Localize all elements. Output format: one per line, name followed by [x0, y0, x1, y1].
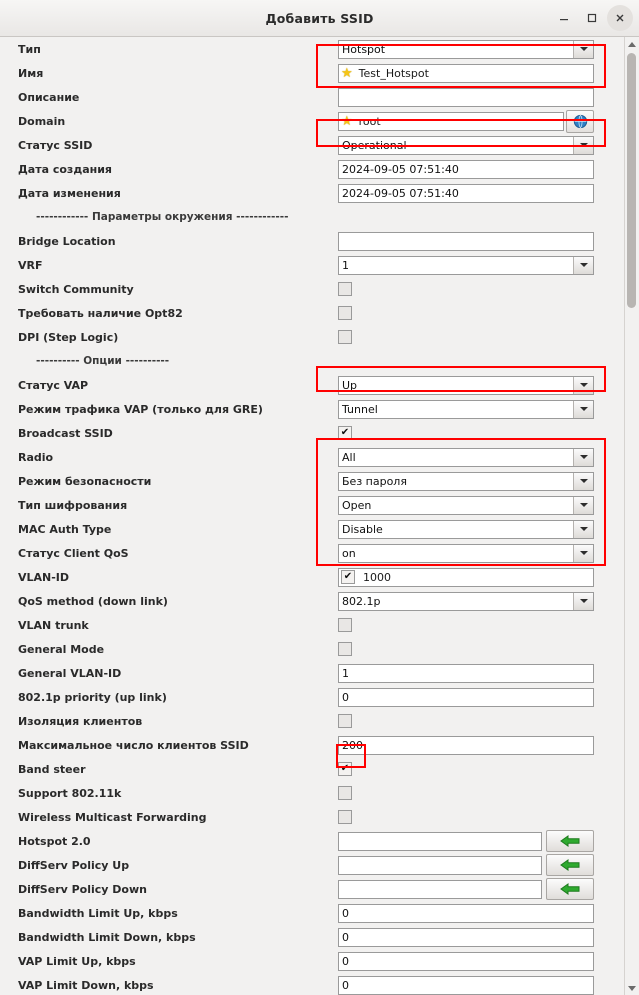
- window-controls: [551, 0, 633, 36]
- статус-ssid-control: [338, 136, 624, 155]
- максимальное-число-клиентов-ssid-label: Максимальное число клиентов SSID: [18, 738, 249, 752]
- broadcast-ssid-control: [338, 426, 624, 440]
- тип-label: Тип: [18, 42, 41, 56]
- статус-vap-label: Статус VAP: [18, 378, 89, 392]
- chevron-down-icon[interactable]: [573, 449, 593, 466]
- chevron-down-icon[interactable]: [573, 257, 593, 274]
- тип-combo[interactable]: [338, 40, 594, 59]
- описание-label: Описание: [18, 90, 80, 104]
- vlan-id-label: VLAN-ID: [18, 570, 70, 584]
- diffserv-policy-down-group: [338, 878, 594, 900]
- изоляция-клиентов-label: Изоляция клиентов: [18, 714, 143, 728]
- broadcast-ssid-label: Broadcast SSID: [18, 426, 113, 440]
- window-title: Добавить SSID: [265, 10, 374, 26]
- dialog-content: [0, 37, 639, 995]
- bridge-location-input[interactable]: [338, 232, 594, 251]
- general-mode-control: [338, 642, 624, 656]
- support-802-11k-control: [338, 786, 624, 800]
- режим-безопасности-combo[interactable]: [338, 472, 594, 491]
- vlan-id-control: [338, 568, 624, 587]
- general-mode-checkbox[interactable]: [338, 642, 352, 656]
- дата-изменения-control: [338, 184, 624, 203]
- тип-value: Hotspot: [342, 42, 386, 56]
- режим-безопасности-control: [338, 472, 624, 491]
- form-row: [0, 757, 624, 781]
- form-row: [0, 397, 624, 421]
- form-row: [0, 781, 624, 805]
- diffserv-policy-up-control: [338, 854, 624, 876]
- general-vlan-id-input[interactable]: 1: [338, 664, 594, 683]
- form-row: [0, 109, 624, 133]
- broadcast-ssid-checkbox[interactable]: ✔: [338, 426, 352, 440]
- qos-method-down-link-control: [338, 592, 624, 611]
- bridge-location-control: [338, 232, 624, 251]
- form-row: [0, 589, 624, 613]
- bandwidth-limit-up-kbps-label: Bandwidth Limit Up, kbps: [18, 906, 178, 920]
- form-row: [0, 445, 624, 469]
- требовать-наличие-opt82-control: [338, 306, 624, 320]
- тип-control: [338, 40, 624, 59]
- hotspot-2-0-group: [338, 830, 594, 852]
- режим-трафика-vap-только-для-gre-value: Tunnel: [342, 402, 378, 416]
- star-icon: ★: [341, 65, 353, 81]
- domain-group: [338, 110, 594, 133]
- требовать-наличие-opt82-label: Требовать наличие Opt82: [18, 306, 183, 320]
- статус-ssid-label: Статус SSID: [18, 138, 93, 152]
- статус-ssid-value: Operational: [342, 138, 407, 152]
- form-row: [0, 877, 624, 901]
- vap-limit-down-kbps-input[interactable]: 0: [338, 976, 594, 995]
- режим-безопасности-label: Режим безопасности: [18, 474, 152, 488]
- dpi-step-logic-label: DPI (Step Logic): [18, 330, 119, 344]
- title-bar: [0, 0, 639, 37]
- имя-input[interactable]: [338, 64, 594, 83]
- radio-control: [338, 448, 624, 467]
- star-icon: ★: [341, 113, 353, 129]
- mac-auth-type-control: [338, 520, 624, 539]
- vlan-id-value[interactable]: 1000: [363, 570, 391, 584]
- radio-combo[interactable]: [338, 448, 594, 467]
- form-row: [0, 661, 624, 685]
- тип-шифрования-control: [338, 496, 624, 515]
- diffserv-policy-down-control: [338, 878, 624, 900]
- 802-1p-priority-up-link-control: [338, 688, 624, 707]
- form-row: [0, 301, 624, 325]
- form-row: [0, 421, 624, 445]
- описание-control: [338, 88, 624, 107]
- vlan-trunk-control: [338, 618, 624, 632]
- form-row: [0, 133, 624, 157]
- radio-value: All: [342, 450, 356, 464]
- form-row: [0, 541, 624, 565]
- максимальное-число-клиентов-ssid-control: [338, 736, 624, 755]
- дата-создания-label: Дата создания: [18, 162, 112, 176]
- режим-трафика-vap-только-для-gre-label: Режим трафика VAP (только для GRE): [18, 402, 263, 416]
- vlan-trunk-label: VLAN trunk: [18, 618, 89, 632]
- form-row: [0, 61, 624, 85]
- изоляция-клиентов-control: [338, 714, 624, 728]
- статус-ssid-combo[interactable]: [338, 136, 594, 155]
- chevron-down-icon[interactable]: [573, 401, 593, 418]
- vlan-id-checkbox[interactable]: ✔: [341, 570, 355, 584]
- ssid-form: [0, 37, 624, 995]
- close-button[interactable]: [607, 5, 633, 31]
- scroll-down-arrow-icon[interactable]: [625, 981, 639, 995]
- тип-шифрования-label: Тип шифрования: [18, 498, 128, 512]
- general-vlan-id-control: [338, 664, 624, 683]
- дата-изменения-input[interactable]: 2024-09-05 07:51:40: [338, 184, 594, 203]
- wireless-multicast-forwarding-control: [338, 810, 624, 824]
- form-row: [0, 901, 624, 925]
- chevron-down-icon[interactable]: [573, 137, 593, 154]
- form-row: [0, 157, 624, 181]
- domain-label: Domain: [18, 114, 66, 128]
- band-steer-checkbox[interactable]: ✔: [338, 762, 352, 776]
- статус-vap-control: [338, 376, 624, 395]
- form-row: [0, 949, 624, 973]
- mac-auth-type-label: MAC Auth Type: [18, 522, 112, 536]
- form-row: [0, 637, 624, 661]
- scroll-up-arrow-icon[interactable]: [625, 37, 639, 51]
- описание-input[interactable]: [338, 88, 594, 107]
- switch-community-checkbox[interactable]: [338, 282, 352, 296]
- vertical-scrollbar[interactable]: [624, 37, 639, 995]
- требовать-наличие-opt82-checkbox[interactable]: [338, 306, 352, 320]
- general-mode-label: General Mode: [18, 642, 105, 656]
- максимальное-число-клиентов-ssid-input[interactable]: 200: [338, 736, 594, 755]
- режим-трафика-vap-только-для-gre-combo[interactable]: [338, 400, 594, 419]
- hotspot-2-0-label: Hotspot 2.0: [18, 834, 91, 848]
- 802-1p-priority-up-link-input[interactable]: 0: [338, 688, 594, 707]
- имя-label: Имя: [18, 66, 44, 80]
- bandwidth-limit-down-kbps-label: Bandwidth Limit Down, kbps: [18, 930, 196, 944]
- form-row: [0, 85, 624, 109]
- radio-label: Radio: [18, 450, 54, 464]
- dpi-step-logic-control: [338, 330, 624, 344]
- wireless-multicast-forwarding-checkbox[interactable]: [338, 810, 352, 824]
- band-steer-label: Band steer: [18, 762, 86, 776]
- form-row: [0, 325, 624, 349]
- тип-шифрования-combo[interactable]: [338, 496, 594, 515]
- режим-безопасности-value: Без пароля: [342, 474, 407, 488]
- vlan-trunk-checkbox[interactable]: [338, 618, 352, 632]
- hotspot-2-0-control: [338, 830, 624, 852]
- diffserv-policy-down-input[interactable]: [338, 880, 542, 899]
- form-row: [0, 613, 624, 637]
- form-row: [0, 733, 624, 757]
- hotspot-2-0-select-button[interactable]: [546, 830, 594, 852]
- wireless-multicast-forwarding-label: Wireless Multicast Forwarding: [18, 810, 207, 824]
- qos-method-down-link-label: QoS method (down link): [18, 594, 168, 608]
- bandwidth-limit-down-kbps-input[interactable]: 0: [338, 928, 594, 947]
- дата-изменения-label: Дата изменения: [18, 186, 121, 200]
- switch-community-control: [338, 282, 624, 296]
- diffserv-policy-down-select-button[interactable]: [546, 878, 594, 900]
- статус-vap-value: Up: [342, 378, 358, 392]
- general-vlan-id-label: General VLAN-ID: [18, 666, 122, 680]
- form-row: [0, 373, 624, 397]
- section-separator: [0, 205, 624, 229]
- vap-limit-down-kbps-control: [338, 976, 624, 995]
- qos-method-down-link-combo[interactable]: [338, 592, 594, 611]
- minimize-button[interactable]: [551, 5, 577, 31]
- chevron-down-icon[interactable]: [573, 41, 593, 58]
- mac-auth-type-value: Disable: [342, 522, 383, 536]
- vrf-value: 1: [342, 258, 349, 272]
- chevron-down-icon[interactable]: [573, 521, 593, 538]
- vap-limit-up-kbps-control: [338, 952, 624, 971]
- статус-client-qos-label: Статус Client QoS: [18, 546, 129, 560]
- scrollbar-track[interactable]: [625, 51, 639, 981]
- diffserv-policy-up-group: [338, 854, 594, 876]
- 802-1p-priority-up-link-label: 802.1p priority (up link): [18, 690, 167, 704]
- form-row: [0, 253, 624, 277]
- статус-client-qos-control: [338, 544, 624, 563]
- maximize-button[interactable]: [579, 5, 605, 31]
- form-row: [0, 925, 624, 949]
- support-802-11k-checkbox[interactable]: [338, 786, 352, 800]
- form-row: [0, 181, 624, 205]
- support-802-11k-label: Support 802.11k: [18, 786, 122, 800]
- form-row: [0, 709, 624, 733]
- form-row: [0, 853, 624, 877]
- domain-input[interactable]: [338, 112, 564, 131]
- form-row: [0, 973, 624, 995]
- form-row: [0, 805, 624, 829]
- form-row: [0, 565, 624, 589]
- дата-создания-control: [338, 160, 624, 179]
- chevron-down-icon[interactable]: [573, 473, 593, 490]
- bandwidth-limit-down-kbps-control: [338, 928, 624, 947]
- section-separator-label: ------------ Параметры окружения ------------: [36, 211, 289, 223]
- form-row: [0, 829, 624, 853]
- vrf-control: [338, 256, 624, 275]
- form-row: [0, 229, 624, 253]
- дата-создания-input[interactable]: 2024-09-05 07:51:40: [338, 160, 594, 179]
- имя-control: [338, 64, 624, 83]
- vrf-label: VRF: [18, 258, 43, 272]
- form-row: [0, 493, 624, 517]
- имя-value: Test_Hotspot: [358, 66, 429, 80]
- vap-limit-up-kbps-input[interactable]: 0: [338, 952, 594, 971]
- vap-limit-up-kbps-label: VAP Limit Up, kbps: [18, 954, 136, 968]
- статус-vap-combo[interactable]: [338, 376, 594, 395]
- hotspot-2-0-input[interactable]: [338, 832, 542, 851]
- статус-client-qos-value: on: [342, 546, 356, 560]
- diffserv-policy-down-label: DiffServ Policy Down: [18, 882, 147, 896]
- vrf-combo[interactable]: [338, 256, 594, 275]
- domain-control: [338, 110, 624, 133]
- scrollbar-thumb[interactable]: [627, 53, 636, 308]
- chevron-down-icon[interactable]: [573, 377, 593, 394]
- form-row: [0, 685, 624, 709]
- bridge-location-label: Bridge Location: [18, 234, 116, 248]
- dpi-step-logic-checkbox[interactable]: [338, 330, 352, 344]
- band-steer-control: [338, 762, 624, 776]
- form-row: [0, 277, 624, 301]
- diffserv-policy-up-label: DiffServ Policy Up: [18, 858, 130, 872]
- qos-method-down-link-value: 802.1p: [342, 594, 381, 608]
- режим-трафика-vap-только-для-gre-control: [338, 400, 624, 419]
- chevron-down-icon[interactable]: [573, 497, 593, 514]
- section-separator-label: ---------- Опции ----------: [36, 355, 170, 367]
- chevron-down-icon[interactable]: [573, 593, 593, 610]
- form-row: [0, 37, 624, 61]
- тип-шифрования-value: Open: [342, 498, 372, 512]
- chevron-down-icon[interactable]: [573, 545, 593, 562]
- vap-limit-down-kbps-label: VAP Limit Down, kbps: [18, 978, 154, 992]
- section-separator: [0, 349, 624, 373]
- bandwidth-limit-up-kbps-control: [338, 904, 624, 923]
- form-row: [0, 469, 624, 493]
- bandwidth-limit-up-kbps-input[interactable]: 0: [338, 904, 594, 923]
- vlan-id-group: [338, 568, 594, 587]
- diffserv-policy-up-select-button[interactable]: [546, 854, 594, 876]
- switch-community-label: Switch Community: [18, 282, 134, 296]
- статус-client-qos-combo[interactable]: [338, 544, 594, 563]
- изоляция-клиентов-checkbox[interactable]: [338, 714, 352, 728]
- globe-icon-button[interactable]: [566, 110, 594, 133]
- domain-value: root: [358, 114, 381, 128]
- form-row: [0, 517, 624, 541]
- mac-auth-type-combo[interactable]: [338, 520, 594, 539]
- diffserv-policy-up-input[interactable]: [338, 856, 542, 875]
